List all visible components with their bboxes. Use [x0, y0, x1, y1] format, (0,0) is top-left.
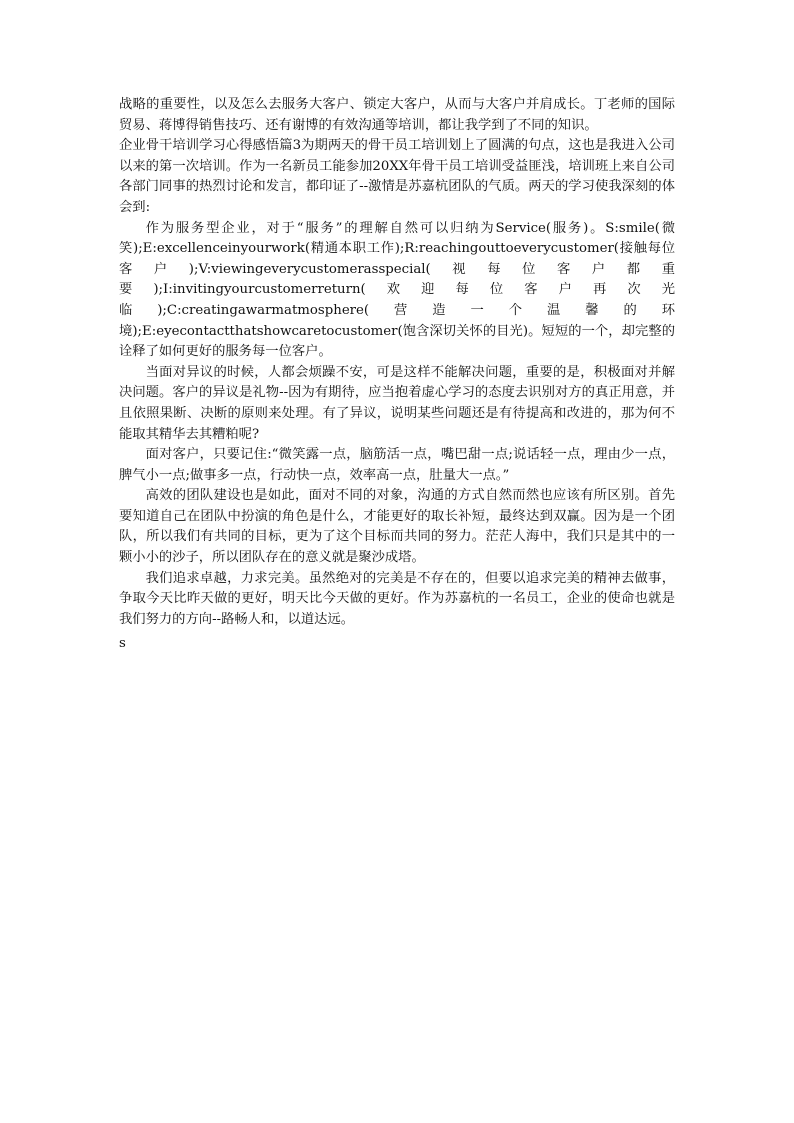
section-intro: 为期两天的骨干员工培训划上了圆满的句点，这也是我进入公司以来的第一次培训。作为一名新员工能参加20XX年骨干员工培训受益匪浅，培训班上来自公司各部门同事的热烈讨论和发言，都印证了--激情是苏嘉杭团队的气质。两天的学习使我深刻的体会到: — [119, 138, 676, 215]
trailing-mark: s — [119, 636, 126, 652]
opening-paragraph: 战略的重要性，以及怎么去服务大客户、锁定大客户，从而与大客户并肩成长。丁老师的国际贸易、蒋博得销售技巧、还有谢博的有效沟通等培训，都让我学到了不同的知识。 — [119, 97, 675, 133]
document-body — [119, 95, 675, 655]
section-title: 企业骨干培训学习心得感悟篇3 — [119, 138, 302, 154]
service-definition-paragraph: 作为服务型企业，对于“服务”的理解自然可以归纳为Service(服务)。S:smile(微笑);E:excellenceinyourwork(精通本职工作);R:reachingouttoeverycustomer(接触每位客户);V:viewingeverycustomerasspecial(视每位客户都重要);I:invitingyourcustomerreturn(欢迎每位客户再次光临);C:creatingawarmatmosphere(营造一个温馨的环境);E:eyecontactthatshowcaretocustomer(饱含深切关怀的目光)。短短的一个，却完整的诠释了如何更好的服务每一位客户。 — [119, 220, 675, 360]
pursuit-of-excellence-paragraph: 我们追求卓越，力求完美。虽然绝对的完美是不存在的，但要以追求完美的精神去做事，争取今天比昨天做的更好，明天比今天做的更好。作为苏嘉杭的一名员工，企业的使命也就是我们努力的方向--路畅人和，以道达远。 — [119, 570, 675, 627]
customer-motto-paragraph: 面对客户，只要记住:“微笑露一点，脑筋活一点，嘴巴甜一点;说话轻一点，理由少一点，脾气小一点;做事多一点，行动快一点，效率高一点，肚量大一点。” — [119, 447, 675, 483]
objection-handling-paragraph: 当面对异议的时候，人都会烦躁不安，可是这样不能解决问题，重要的是，积极面对并解决问题。客户的异议是礼物--因为有期待，应当抱着虚心学习的态度去识别对方的真正用意，并且依照果断、决断的原则来处理。有了异议，说明某些问题还是有待提高和改进的，那为何不能取其精华去其糟粕呢? — [119, 364, 675, 442]
section-heading-paragraph — [119, 136, 675, 218]
team-building-paragraph: 高效的团队建设也是如此，面对不同的对象，沟通的方式自然而然也应该有所区别。首先要知道自己在团队中扮演的角色是什么，才能更好的取长补短，最终达到双赢。因为是一个团队，所以我们有共同的目标，更为了这个目标而共同的努力。茫茫人海中，我们只是其中的一颗小小的沙子，所以团队存在的意义就是聚沙成塔。 — [119, 488, 675, 566]
